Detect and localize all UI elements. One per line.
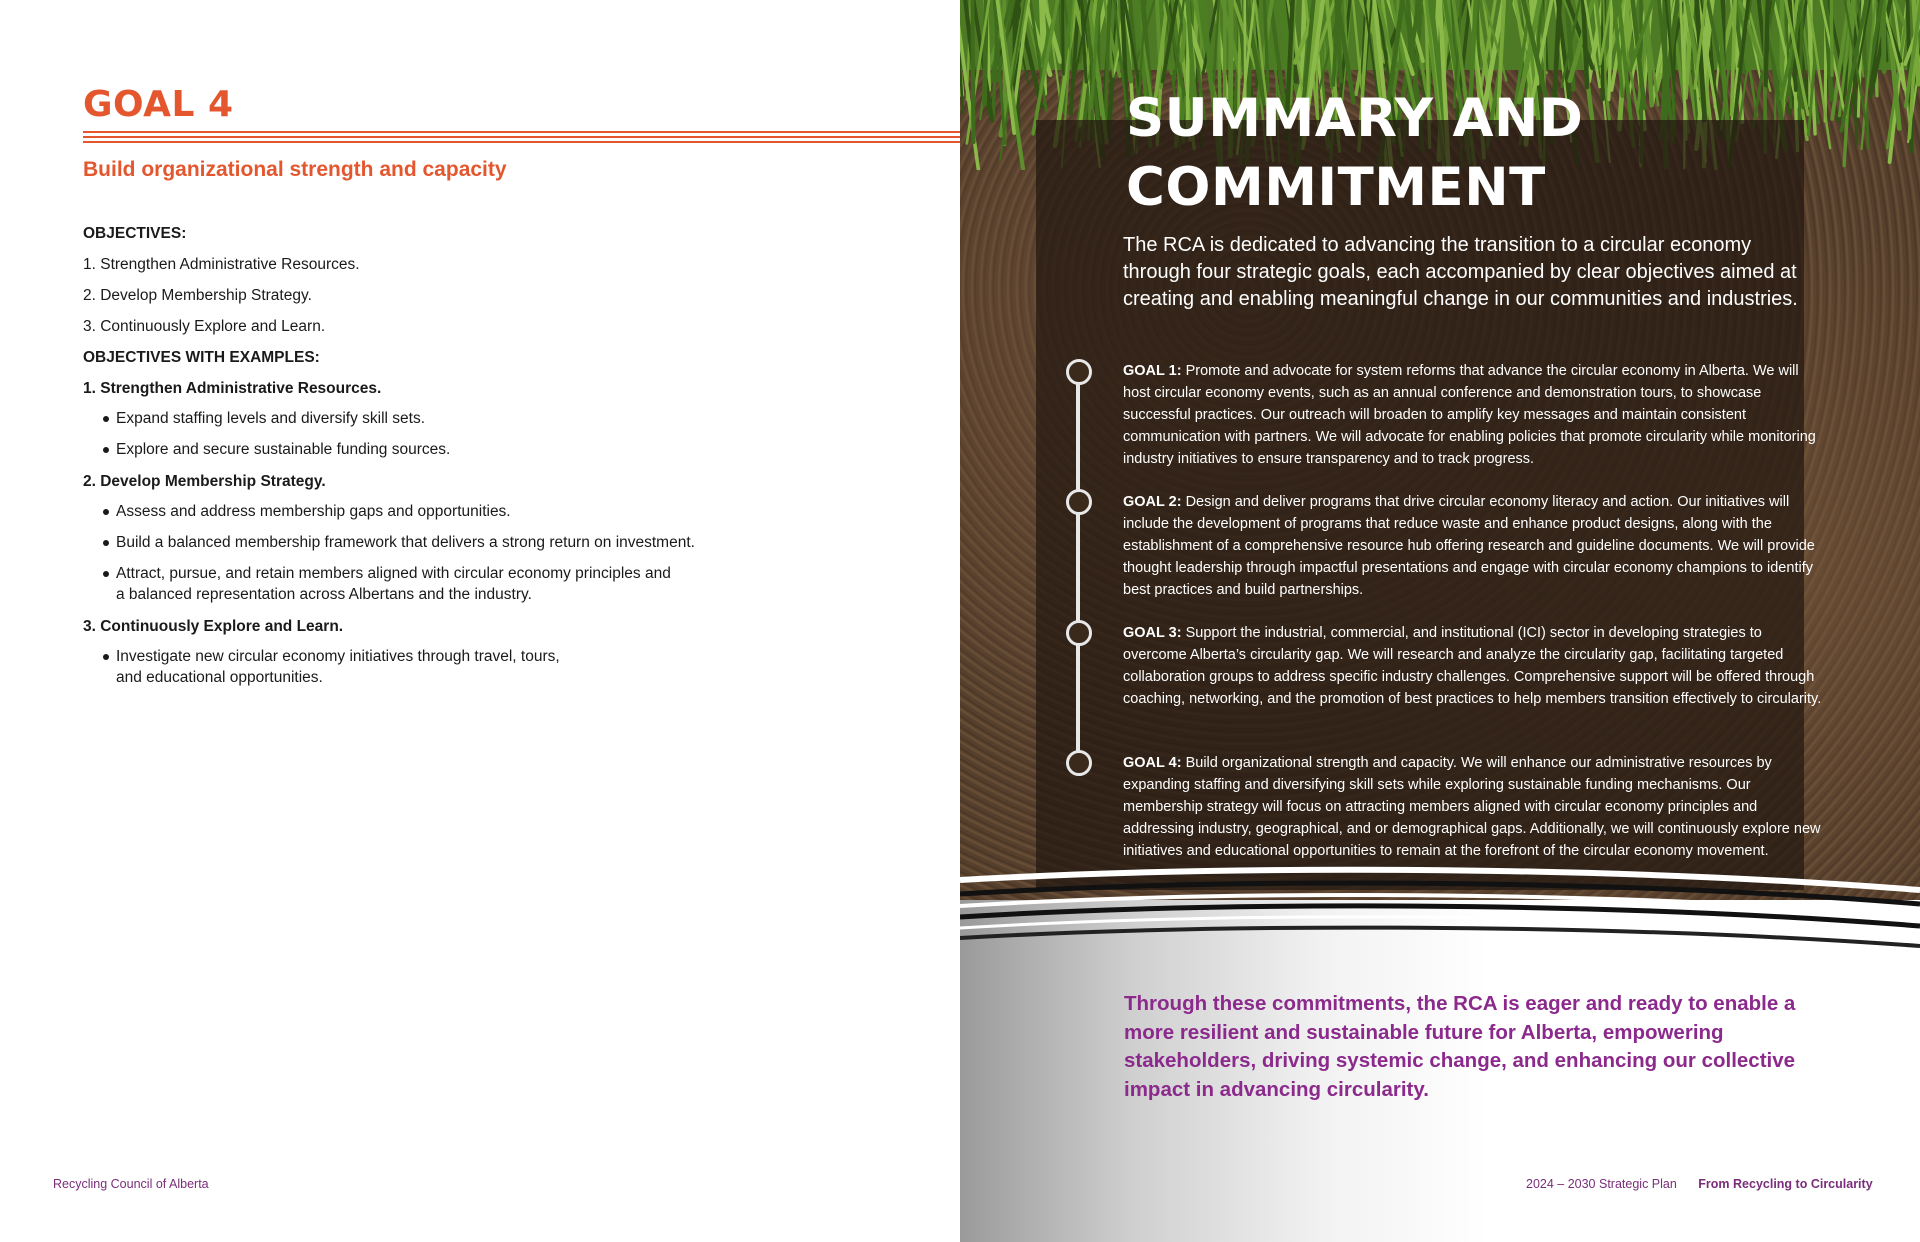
example-list-3: [83, 646, 803, 688]
goal-2-label: GOAL 2:: [1123, 494, 1182, 510]
footer-organization: Recycling Council of Alberta: [53, 1177, 209, 1191]
footer-plan: 2024 – 2030 Strategic Plan: [1526, 1177, 1677, 1191]
goal-1-text: Promote and advocate for system reforms that advance the circular economy in Alberta. We will host circular economy events, such as an annual conference and demonstration tours, to showcase successful practices. Our outreach will broaden to amplify key messages and maintain consistent communication with partners. We will advocate for enabling policies that promote circularity while monitoring industry initiatives to ensure transparency and to track progress.: [1123, 363, 1816, 467]
objective-item: 2. Develop Membership Strategy.: [83, 287, 312, 304]
goal-3-summary: [1123, 622, 1825, 710]
goal-4-subtitle: Build organizational strength and capacity: [83, 158, 507, 181]
timeline-node-2: [1066, 489, 1092, 515]
timeline-node-3: [1066, 620, 1092, 646]
summary-title: [1126, 84, 1726, 222]
right-page: [960, 0, 1920, 1242]
goal-4-label: GOAL 4:: [1123, 755, 1182, 771]
example-bullet: Expand staffing levels and diversify skill sets.: [83, 408, 803, 429]
goal-3-label: GOAL 3:: [1123, 625, 1182, 641]
footer-tagline: From Recycling to Circularity: [1698, 1177, 1873, 1191]
example-bullet: Explore and secure sustainable funding sources.: [83, 439, 803, 460]
example-bullet: Assess and address membership gaps and opportunities.: [83, 501, 803, 522]
example-heading-1: 1. Strengthen Administrative Resources.: [83, 380, 382, 397]
right-footer: [1526, 1177, 1873, 1191]
goal-2-summary: [1123, 491, 1825, 601]
heading-rule-lines: [83, 131, 960, 143]
goal-4-summary: [1123, 752, 1825, 862]
objective-item: 3. Continuously Explore and Learn.: [83, 318, 326, 335]
goal-1-summary: [1123, 360, 1825, 470]
example-heading-3: 3. Continuously Explore and Learn.: [83, 618, 344, 635]
example-bullet: Attract, pursue, and retain members aligned with circular economy principles and a balanced representation across Albertans and the industry.: [83, 563, 676, 605]
example-heading-2: 2. Develop Membership Strategy.: [83, 473, 326, 490]
timeline-line: [1076, 372, 1080, 762]
goal-1-label: GOAL 1:: [1123, 363, 1182, 379]
summary-title-line-2: COMMITMENT: [1126, 157, 1546, 218]
example-bullet: Investigate new circular economy initiatives through travel, tours, and educational opportunities.: [83, 646, 586, 688]
summary-title-line-1: SUMMARY AND: [1126, 88, 1584, 149]
example-list-2: [83, 501, 803, 605]
example-list-1: [83, 408, 803, 460]
objectives-section: [83, 222, 803, 698]
goal-3-text: Support the industrial, commercial, and institutional (ICI) sector in developing strategies to overcome Alberta’s circularity gap. We will research and analyze the circularity gap, facilitating targeted collaboration groups to address specific industry challenges. Comprehensive support will be offered through coaching, networking, and the promotion of best practices to help members transition effectively to circularity.: [1123, 625, 1822, 707]
closing-statement: Through these commitments, the RCA is eager and ready to enable a more resilient and sustainable future for Alberta, empowering stakeholders, driving systemic change, and enhancing our collective impact in advancing circularity.: [1124, 992, 1796, 1101]
examples-heading: OBJECTIVES WITH EXAMPLES:: [83, 349, 320, 366]
objective-item: 1. Strengthen Administrative Resources.: [83, 256, 360, 273]
example-bullet: Build a balanced membership framework that delivers a strong return on investment.: [83, 532, 803, 553]
goal-4-heading: GOAL 4: [83, 84, 234, 125]
objectives-heading: OBJECTIVES:: [83, 225, 187, 242]
timeline-node-4: [1066, 750, 1092, 776]
timeline-node-1: [1066, 359, 1092, 385]
goal-2-text: Design and deliver programs that drive circular economy literacy and action. Our initiatives will include the development of programs that reduce waste and enhance product designs, along with the establishment of a comprehensive resource hub offering research and guideline documents. We will provide thought leadership through impactful presentations and engage with circular economy champions to identify best practices and build partnerships.: [1123, 494, 1815, 598]
goal-4-text: Build organizational strength and capacity. We will enhance our administrative resources by expanding staffing and diversifying skill sets while exploring sustainable funding mechanisms. Our membership strategy will focus on attracting members aligned with circular economy principles and addressing industry, geographical, and or demographical gaps. Additionally, we will continuously explore new initiatives and educational opportunities to remain at the forefront of the circular economy movement.: [1123, 755, 1821, 859]
summary-intro: The RCA is dedicated to advancing the transition to a circular economy through four strategic goals, each accompanied by clear objectives aimed at creating and enabling meaningful change in our communities and industries.: [1123, 234, 1798, 310]
decorative-wave-lines: [960, 860, 1920, 980]
